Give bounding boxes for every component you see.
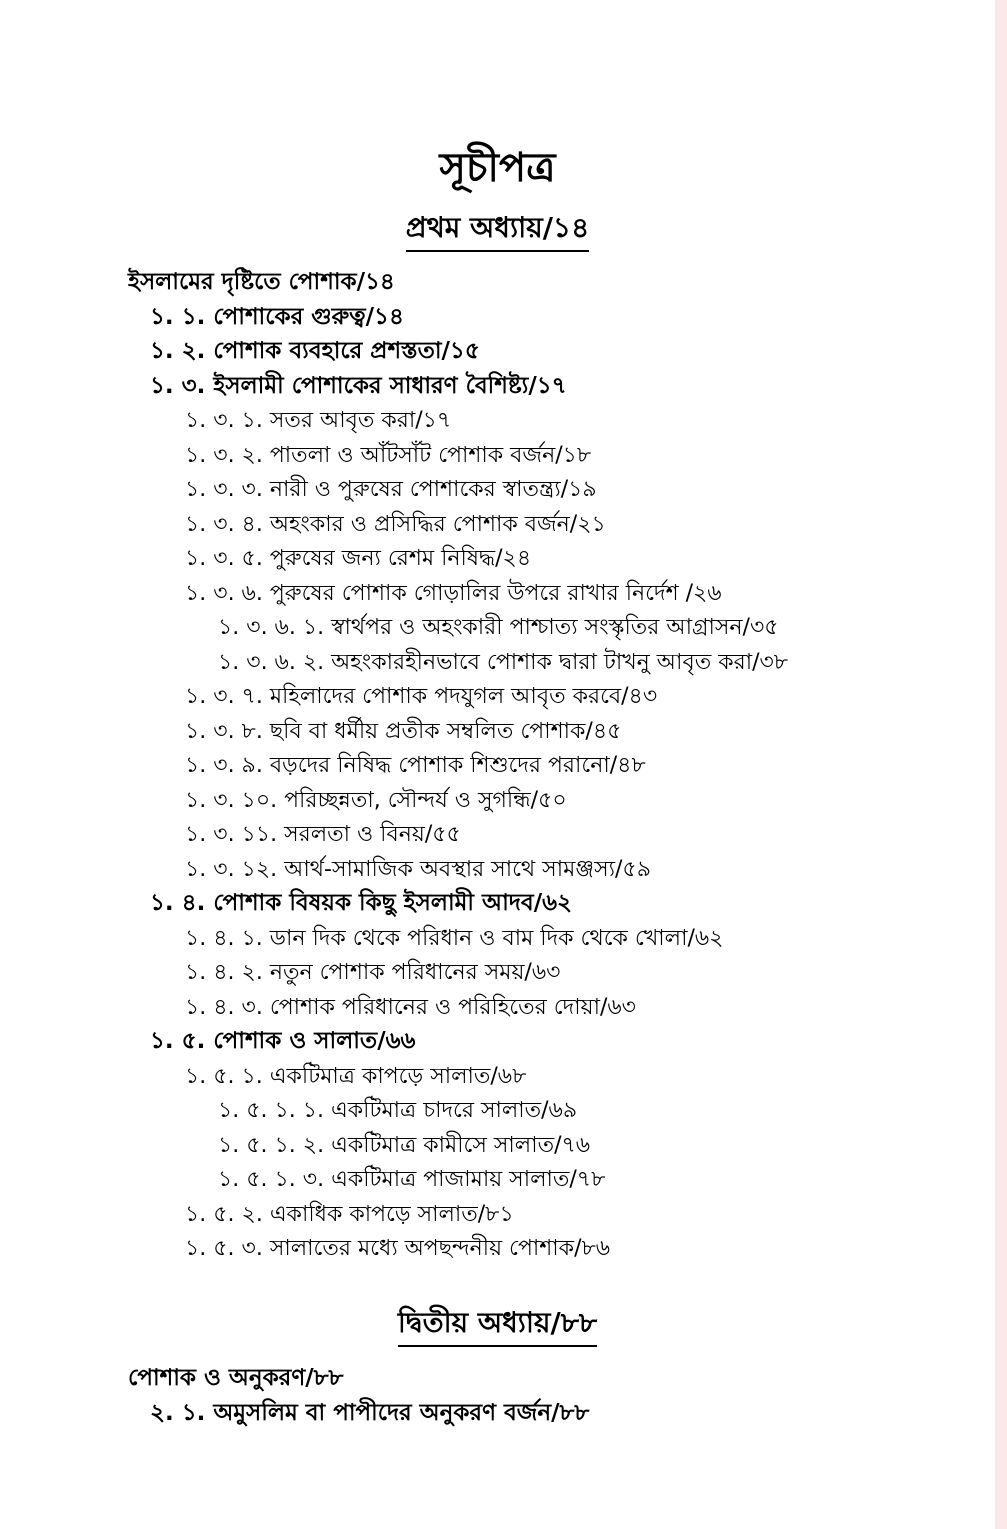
toc-entry (0, 748, 990, 783)
toc-entry (0, 300, 990, 335)
toc-entry (0, 990, 990, 1025)
toc-entry (0, 645, 990, 680)
toc-entry-text: ১. ৪. ২. নতুন পোশাক পরিধানের সময়/৬৩ (185, 960, 561, 985)
toc-entry-text: ১. ৩. ৬. ১. স্বার্থপর ও অহংকারী পাশ্চাত্য সংস্কৃতির আগ্রাসন/৩৫ (218, 615, 779, 640)
page-edge (995, 0, 1007, 1529)
toc-entry (0, 472, 990, 507)
toc-entry-text: ১. ৩. ৭. মহিলাদের পোশাক পদযুগল আবৃত করবে/৪৩ (185, 684, 658, 709)
toc-entry-text: ১. ৫. ১. ২. একটিমাত্র কামীসে সালাত/৭৬ (218, 1132, 591, 1158)
toc-entry-text: ১. ৩. ৫. পুরুষের জন্য রেশম নিষিদ্ধ/২৪ (185, 546, 532, 571)
chapter-2-heading-text: দ্বিতীয় অধ্যায়/৮৮ (398, 1303, 597, 1347)
toc-entry-text: ১. ৩. ইসলামী পোশাকের সাধারণ বৈশিষ্ট্য/১৭ (150, 372, 567, 399)
toc-entry-text: ২. ১. অমুসলিম বা পাপীদের অনুকরণ বর্জন/৮৮ (150, 1399, 590, 1426)
toc-entry-text: ১. ৩. ৯. বড়দের নিষিদ্ধ পোশাক শিশুদের পরানো/৪৮ (185, 753, 646, 778)
toc-entry (0, 1093, 990, 1128)
toc-entry (0, 369, 990, 404)
toc-entry-text: ১. ৩. ৬. পুরুষের পোশাক গোড়ালির উপরে রাখার নির্দেশ /২৬ (185, 580, 722, 606)
toc-entry-text: ১. ৫. ২. একাধিক কাপড়ে সালাত/৮১ (185, 1201, 514, 1227)
toc-entry (0, 610, 990, 645)
toc-entry-text: ১. ২. পোশাক ব্যবহারে প্রশস্ততা/১৫ (150, 338, 480, 364)
chapter-1-heading-text: প্রথম অধ্যায়/১৪ (406, 208, 590, 252)
toc-entry (0, 817, 990, 852)
toc-entry (0, 1231, 990, 1266)
toc-entry-text: পোশাক ও অনুকরণ/৮৮ (128, 1365, 344, 1391)
toc-entry-text: ১. ৫. পোশাক ও সালাত/৬৬ (150, 1028, 416, 1054)
toc-entry-text: ১. ৫. ১. একটিমাত্র কাপড়ে সালাত/৬৮ (185, 1063, 527, 1089)
toc-entry (0, 1361, 990, 1396)
chapter-2-toc-list (0, 1361, 990, 1430)
toc-entry (0, 403, 990, 438)
toc-entry (0, 783, 990, 818)
toc-entry (0, 1128, 990, 1163)
toc-entry (0, 541, 990, 576)
toc-entry-text: ১. ৩. ১. সতর আবৃত করা/১৭ (185, 408, 452, 433)
toc-entry-text: ১. ৩. ১২. আর্থ-সামাজিক অবস্থার সাথে সামঞ্জস্য/৫৯ (185, 856, 651, 882)
toc-entry (0, 334, 990, 369)
toc-entry (0, 921, 990, 956)
toc-entry-text: ১. ৩. ১১. সরলতা ও বিনয়/৫৫ (185, 822, 461, 847)
toc-entry-text: ১. ৩. ৪. অহংকার ও প্রসিদ্ধির পোশাক বর্জন/২১ (185, 511, 606, 537)
toc-entry-text: ১. ৪. ৩. পোশাক পরিধানের ও পরিহিতের দোয়া/৬৩ (185, 994, 636, 1020)
toc-entry (0, 1396, 990, 1431)
toc-entry-text: ১. ৩. ১০. পরিচ্ছন্নতা, সৌন্দর্য ও সুগন্ধি/৫০ (185, 787, 567, 813)
toc-entry-text: ১. ৫. ১. ১. একটিমাত্র চাদরে সালাত/৬৯ (218, 1098, 578, 1123)
toc-entry-text: ১. ৩. ২. পাতলা ও আঁটসাঁট পোশাক বর্জন/১৮ (185, 442, 592, 468)
chapter-1-toc-list (0, 265, 990, 1266)
toc-entry (0, 1197, 990, 1232)
toc-entry (0, 955, 990, 990)
toc-entry-text: ১. ৩. ৮. ছবি বা ধর্মীয় প্রতীক সম্বলিত পোশাক/৪৫ (185, 718, 622, 744)
toc-entry (0, 507, 990, 542)
toc-entry-text: ১. ৩. ৩. নারী ও পুরুষের পোশাকের স্বাতন্ত্র্য/১৯ (185, 477, 597, 502)
toc-entry (0, 886, 990, 921)
toc-entry (0, 679, 990, 714)
toc-entry (0, 1024, 990, 1059)
chapter-1-heading (0, 208, 995, 252)
toc-entry (0, 714, 990, 749)
toc-entry (0, 438, 990, 473)
toc-entry-text: ১. ৪. ১. ডান দিক থেকে পরিধান ও বাম দিক থেকে খোলা/৬২ (185, 925, 724, 951)
toc-entry (0, 576, 990, 611)
toc-entry (0, 1162, 990, 1197)
chapter-2-heading (0, 1303, 995, 1347)
toc-entry-text: ১. ৫. ১. ৩. একটিমাত্র পাজামায় সালাত/৭৮ (218, 1167, 606, 1192)
toc-entry (0, 852, 990, 887)
toc-entry-text: ইসলামের দৃষ্টিতে পোশাক/১৪ (128, 269, 395, 295)
toc-entry (0, 265, 990, 300)
toc-entry (0, 1059, 990, 1094)
toc-entry-text: ১. ১. পোশাকের গুরুত্ব/১৪ (150, 303, 404, 330)
page-title: সূচীপত্র (439, 145, 556, 191)
toc-entry-text: ১. ৩. ৬. ২. অহংকারহীনভাবে পোশাক দ্বারা টাখনু আবৃত করা/৩৮ (218, 649, 789, 675)
toc-entry-text: ১. ৫. ৩. সালাতের মধ্যে অপছন্দনীয় পোশাক/৮৬ (185, 1236, 611, 1261)
toc-entry-text: ১. ৪. পোশাক বিষয়ক কিছু ইসলামী আদব/৬২ (150, 890, 572, 916)
